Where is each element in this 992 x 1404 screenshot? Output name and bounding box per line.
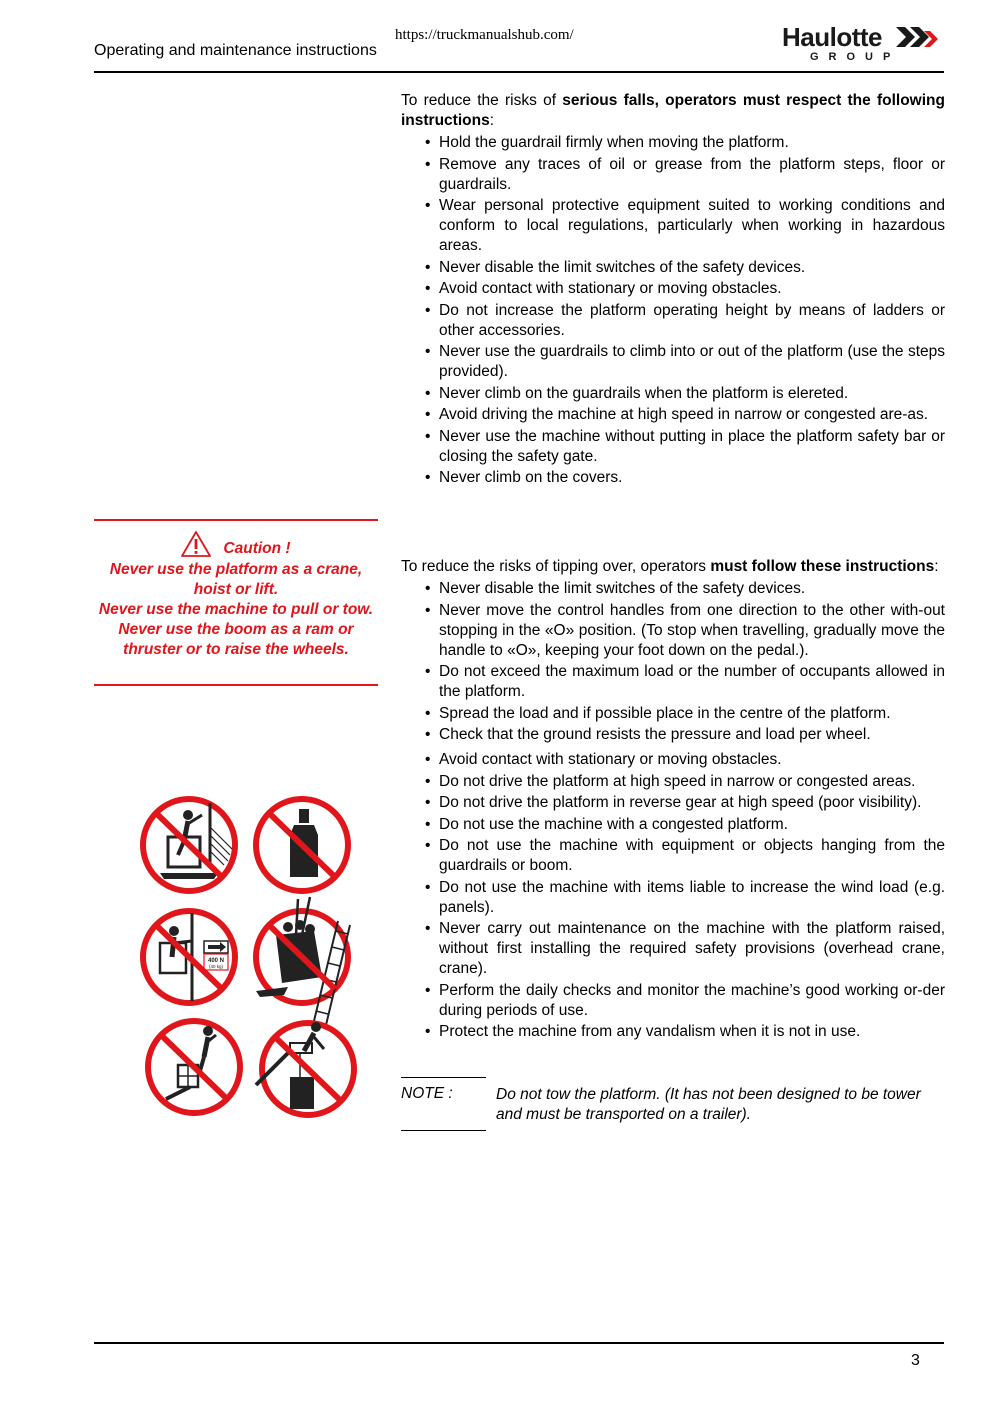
list-item: • Never disable the limit switches of the safety devices. xyxy=(439,258,945,278)
list-item: • Hold the guardrail firmly when moving the platform. xyxy=(439,133,945,153)
logo-group-label: GROUP xyxy=(810,51,901,63)
list-item: • Never move the control handles from one direction to the other with-out stopping in the «O» position. (To stop when travelling, gradually move the handle to «O», keeping your foot down on the pedal.). xyxy=(439,601,945,661)
list-item: • Never disable the limit switches of the safety devices. xyxy=(439,579,945,599)
list-item: • Do not use the machine with equipment or objects hanging from the guardrails or boom. xyxy=(439,836,945,876)
tipping-section xyxy=(401,557,945,1044)
note-text: Do not tow the platform. (It has not been designed to be tower and must be transported on a trailer). xyxy=(496,1086,921,1123)
no-jumping-icon xyxy=(148,1021,240,1113)
list-item: • Avoid contact with stationary or moving obstacles. xyxy=(439,279,945,299)
no-ladder-icon xyxy=(256,897,350,1025)
list-item: • Do not drive the platform in reverse gear at high speed (poor visibility). xyxy=(439,793,945,813)
list-item: • Do not use the machine with a congested platform. xyxy=(439,815,945,835)
list-item: • Perform the daily checks and monitor the machine’s good working or-der during periods of use. xyxy=(439,981,945,1021)
logo-wordmark: Haulotte xyxy=(782,22,882,52)
caution-line-tow: Never use the machine to pull or tow. xyxy=(98,601,374,618)
caution-line-crane: Never use the platform as a crane, hoist or lift. xyxy=(109,561,363,598)
double-chevron-icon xyxy=(896,25,940,49)
falls-intro-suffix: : xyxy=(489,112,495,129)
haulotte-logo xyxy=(782,22,942,64)
warning-triangle-icon xyxy=(181,531,211,557)
list-item: • Protect the machine from any vandalism when it is not in use. xyxy=(439,1022,945,1042)
no-pushing-force-icon xyxy=(143,911,235,1003)
caution-top-rule xyxy=(94,519,378,521)
falls-list xyxy=(401,133,945,488)
note-label: NOTE : xyxy=(401,1085,453,1102)
force-sub-label: (40 kg) xyxy=(208,964,224,969)
list-item: • Do not increase the platform operating height by means of ladders or other accessories. xyxy=(439,301,945,341)
no-hanging-load-icon xyxy=(256,1022,354,1115)
no-climbing-icon xyxy=(143,799,235,891)
note-top-rule xyxy=(401,1077,486,1078)
list-item: • Never carry out maintenance on the machine with the platform raised, without first installing the required safety provisions (overhead crane, crane). xyxy=(439,919,945,979)
list-item: • Spread the load and if possible place in the centre of the platform. xyxy=(439,704,945,724)
caution-bottom-rule xyxy=(94,684,378,686)
prohibition-pictograms xyxy=(138,795,360,1125)
tipping-intro-prefix: To reduce the risks of tipping over, operators xyxy=(401,558,711,575)
list-item: • Do not drive the platform at high speed in narrow or congested areas. xyxy=(439,772,945,792)
falls-intro-bold: serious falls, operators must respect the following instructions xyxy=(401,92,945,129)
list-item: • Never climb on the guardrails when the platform is elereted. xyxy=(439,384,945,404)
list-item: • Do not use the machine with items liable to increase the wind load (e.g. panels). xyxy=(439,878,945,918)
header-url: https://truckmanualshub.com/ xyxy=(395,27,574,43)
no-liquid-bottle-icon xyxy=(256,799,348,891)
falls-intro xyxy=(401,91,945,131)
tipping-list xyxy=(401,579,945,1042)
list-item: • Never use the machine without putting in place the platform safety bar or closing the safety gate. xyxy=(439,427,945,467)
falls-section xyxy=(401,91,945,490)
caution-line-ram: Never use the boom as a ram or thruster or to raise the wheels. xyxy=(118,621,354,658)
note-bottom-rule xyxy=(401,1130,486,1131)
caution-heading xyxy=(94,531,378,559)
falls-intro-prefix: To reduce the risks of xyxy=(401,92,563,109)
caution-box xyxy=(94,519,378,686)
caution-text xyxy=(94,531,378,660)
list-item: • Do not exceed the maximum load or the number of occupants allowed in the platform. xyxy=(439,662,945,702)
tipping-intro-suffix: : xyxy=(934,558,939,575)
list-item: • Avoid contact with stationary or moving obstacles. xyxy=(439,750,945,770)
list-item: • Never use the guardrails to climb into or out of the platform (use the steps provided). xyxy=(439,342,945,382)
tipping-intro-bold: must follow these instructions xyxy=(710,558,935,575)
footer-rule xyxy=(94,1342,944,1344)
header-doc-title: Operating and maintenance instructions xyxy=(94,42,377,59)
list-item: • Remove any traces of oil or grease from the platform steps, floor or guardrails. xyxy=(439,155,945,195)
force-label: 400 N xyxy=(207,958,225,964)
tipping-intro xyxy=(401,557,945,577)
list-item: • Never climb on the covers. xyxy=(439,468,945,488)
list-item: • Wear personal protective equipment suited to working conditions and conform to local regulations, particularly when working in hazardous areas. xyxy=(439,196,945,256)
page-number: 3 xyxy=(911,1352,920,1369)
list-item: • Check that the ground resists the pressure and load per wheel. xyxy=(439,725,945,745)
header-rule xyxy=(94,71,944,73)
list-item: • Avoid driving the machine at high speed in narrow or congested are-as. xyxy=(439,405,945,425)
caution-title: Caution ! xyxy=(223,540,291,557)
